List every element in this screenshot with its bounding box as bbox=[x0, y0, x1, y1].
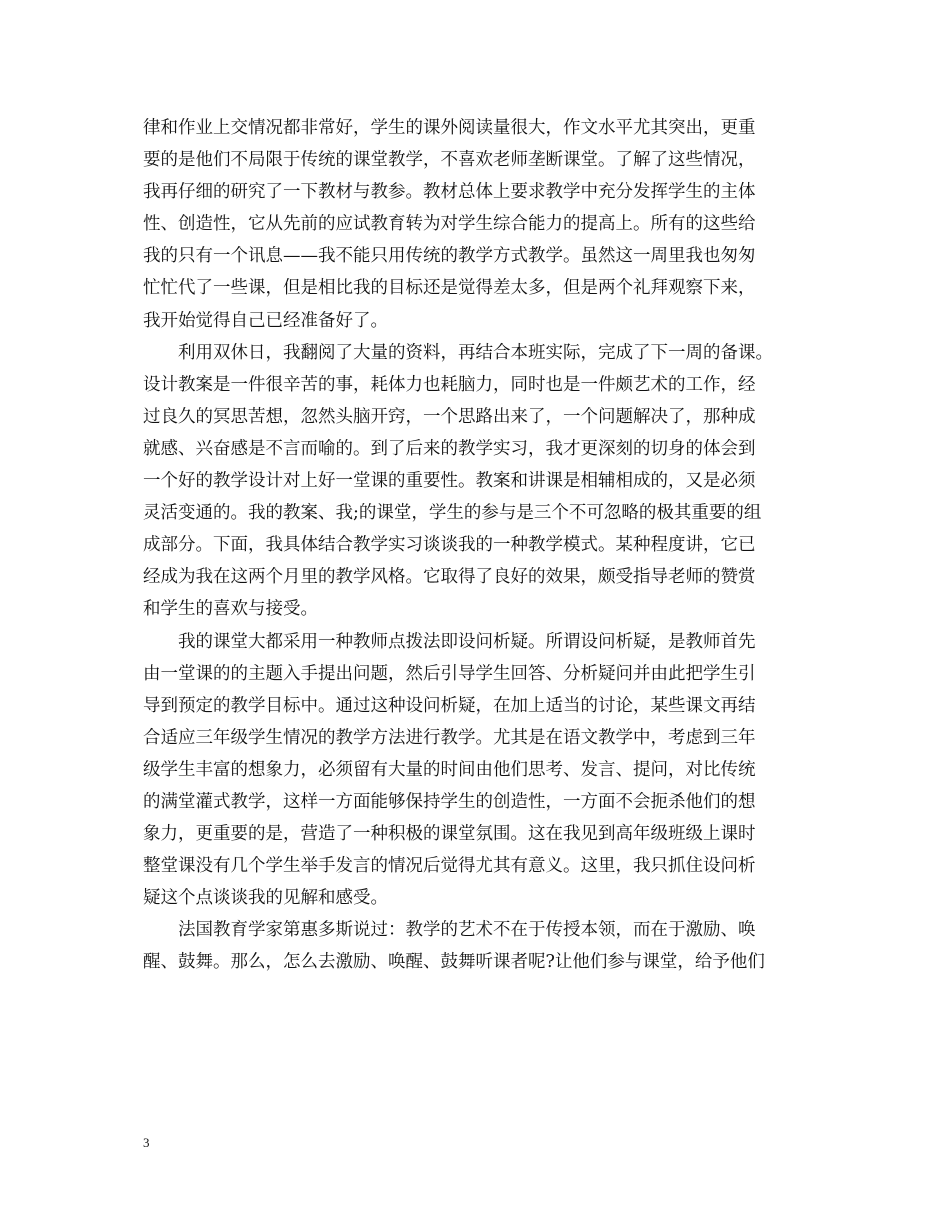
text-line: 忙忙代了一些课，但是相比我的目标还是觉得差太多，但是两个礼拜观察下来， bbox=[143, 278, 756, 299]
text-line: 由一堂课的的主题入手提出问题，然后引导学生回答、分析疑问并由此把学生引 bbox=[143, 663, 756, 684]
text-line: 要的是他们不局限于传统的课堂教学，不喜欢老师垄断课堂。了解了这些情况， bbox=[143, 150, 756, 171]
body-text bbox=[143, 112, 823, 979]
text-line: 灵活变通的。我的教案、我;的课堂，学生的参与是三个不可忽略的极其重要的组 bbox=[143, 503, 762, 524]
text-line: 合适应三年级学生情况的教学方法进行教学。尤其是在语文教学中，考虑到三年 bbox=[143, 727, 756, 748]
text-line: 设计教案是一件很辛苦的事，耗体力也耗脑力，同时也是一件颇艺术的工作，经 bbox=[143, 374, 756, 395]
text-line: 法国教育学家第惠多斯说过：教学的艺术不在于传授本领，而在于激励、唤 bbox=[178, 920, 756, 941]
text-line: 就感、兴奋感是不言而喻的。到了后来的教学实习，我才更深刻的切身的体会到 bbox=[143, 438, 756, 459]
text-line: 律和作业上交情况都非常好，学生的课外阅读量很大，作文水平尤其突出，更重 bbox=[143, 118, 756, 138]
text-line: 整堂课没有几个学生举手发言的情况后觉得尤其有意义。这里，我只抓住设问析 bbox=[143, 856, 756, 877]
text-line: 我的只有一个讯息——我不能只用传统的教学方式教学。虽然这一周里我也匆匆 bbox=[143, 246, 756, 267]
text-line: 性、创造性，它从先前的应试教育转为对学生综合能力的提高上。所有的这些给 bbox=[143, 214, 756, 235]
text-line: 过良久的冥思苦想，忽然头脑开窍，一个思路出来了，一个问题解决了，那种成 bbox=[143, 406, 756, 427]
text-line: 级学生丰富的想象力，必须留有大量的时间由他们思考、发言、提问，对比传统 bbox=[143, 759, 756, 780]
text-line: 醒、鼓舞。那么，怎么去激励、唤醒、鼓舞听课者呢?让他们参与课堂，给予他们 bbox=[143, 952, 765, 973]
text-line: 的满堂灌式教学，这样一方面能够保持学生的创造性，一方面不会扼杀他们的想 bbox=[143, 791, 756, 812]
text-line: 一个好的教学设计对上好一堂课的重要性。教案和讲课是相辅相成的，又是必须 bbox=[143, 471, 756, 492]
page-number: 3 bbox=[143, 1135, 150, 1150]
text-line: 象力，更重要的是，营造了一种积极的课堂氛围。这在我见到高年级班级上课时 bbox=[143, 824, 756, 845]
text-line: 成部分。下面，我具体结合教学实习谈谈我的一种教学模式。某种程度讲，它已 bbox=[143, 535, 756, 556]
text-line: 我开始觉得自己已经准备好了。 bbox=[143, 310, 388, 331]
text-line: 我再仔细的研究了一下教材与教参。教材总体上要求教学中充分发挥学生的主体 bbox=[143, 182, 756, 203]
text-line: 疑这个点谈谈我的见解和感受。 bbox=[143, 888, 388, 909]
text-line: 利用双休日，我翻阅了大量的资料，再结合本班实际，完成了下一周的备课。 bbox=[178, 342, 773, 363]
text-line: 和学生的喜欢与接受。 bbox=[143, 599, 318, 620]
text-line: 导到预定的教学目标中。通过这种设问析疑，在加上适当的讨论，某些课文再结 bbox=[143, 695, 756, 716]
text-line: 我的课堂大都采用一种教师点拨法即设问析疑。所谓设问析疑，是教师首先 bbox=[178, 631, 756, 652]
text-line: 经成为我在这两个月里的教学风格。它取得了良好的效果，颇受指导老师的赞赏 bbox=[143, 567, 756, 588]
